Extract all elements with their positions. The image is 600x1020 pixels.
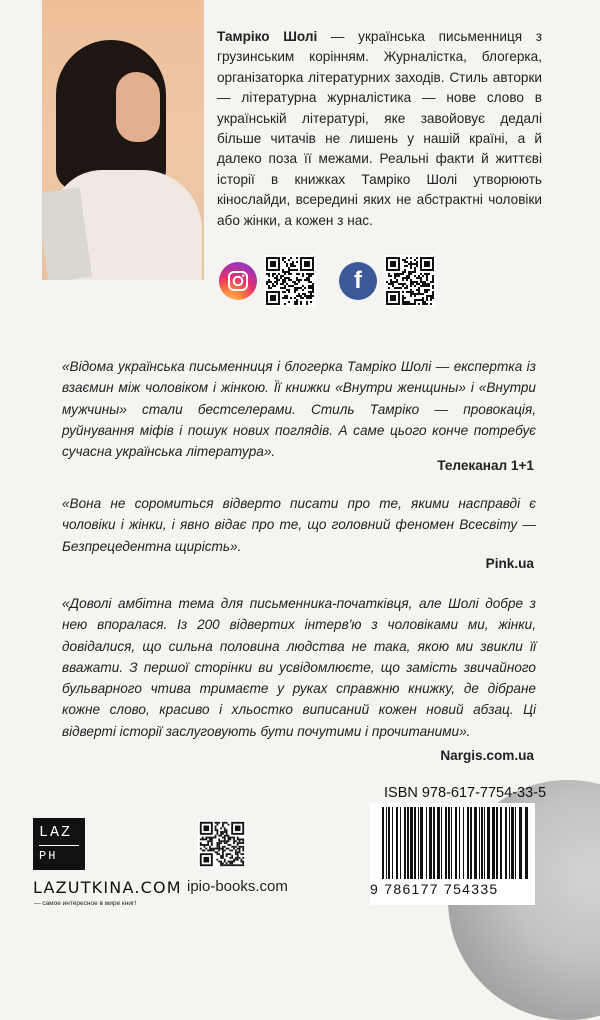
facebook-qr-code[interactable] — [384, 255, 436, 307]
quote-2-source: Pink.ua — [485, 556, 534, 571]
isbn-label: ISBN 978-617-7754-33-5 — [384, 785, 547, 801]
instagram-qr-code[interactable] — [264, 255, 316, 307]
author-bio — [217, 27, 542, 231]
quote-1-source: Телеканал 1+1 — [437, 458, 534, 473]
quote-3: «Доволі амбітна тема для письменника-початківця, але Шолі добре з нею впоралася. Із 200 відвертих інтерв'ю з чоловіками ми, жінки, довідалися, що сильна половина людства не така, якою ми звикли її вважати. З першої сторінки ви усвідомлюєте, що замість звичайного бульварного чтива тримаєте у руках справжню книжку, де дібране кожне слово, красиво і хльостко виписаний кожен новий абзац. Ці відверті історії заслуговують бути почутими і прочитаними». — [62, 596, 536, 739]
barcode-digits: 9 786177 754335 — [370, 881, 499, 897]
ipio-qr-code[interactable] — [198, 820, 246, 868]
publisher-tagline: — самое интересное в мире книг! — [34, 900, 137, 907]
author-photo — [42, 0, 204, 280]
instagram-icon[interactable] — [219, 262, 257, 300]
facebook-icon[interactable]: f — [339, 262, 377, 300]
quote-3-source: Nargis.com.ua — [440, 748, 534, 763]
ipio-link[interactable]: ipio-books.com — [187, 878, 288, 895]
quote-1: «Відома українська письменниця і блогерка Тамріко Шолі — експертка із взаємин між чоловіком і жінкою. Її книжки «Внутри женщины» і «Внутри мужчины» стали бестселерами. Стиль Тамріко — провокація, руйнування міфів і пошук нових поглядів. А саме цього конче потребує сучасна українська література». — [62, 359, 536, 460]
laz-ph-logo — [33, 818, 85, 870]
instagram-block[interactable] — [219, 255, 316, 307]
facebook-block[interactable] — [339, 255, 436, 307]
bio-text: — українська письменниця з грузинським корінням. Журналістка, блогерка, організаторка літературних заходів. Стиль авторки — літературна журналістика — нове слово в українській літературі, яке завойовує дедалі більше читачів не лишень у нашій країні, а й далеко поза її межами. Реальні факти й життєві історії в книжках Тамріко Шолі утворюють кінослайди, всередині яких не абстрактні чоловіки або жінки, а кожен з нас. — [217, 29, 543, 228]
quote-2: «Вона не соромиться відверто писати про те, якими насправді є чоловіки і жінки, і явно відає про те, що головний феномен Всесвіту — Безпрецедентна щирість». — [62, 496, 536, 554]
author-name: Тамріко Шолі — [217, 29, 318, 44]
logo-top-text: LAZ — [39, 824, 73, 841]
publisher-name: LAZUTKINA.COM — [33, 878, 182, 897]
logo-bottom-text: PH — [39, 849, 58, 863]
